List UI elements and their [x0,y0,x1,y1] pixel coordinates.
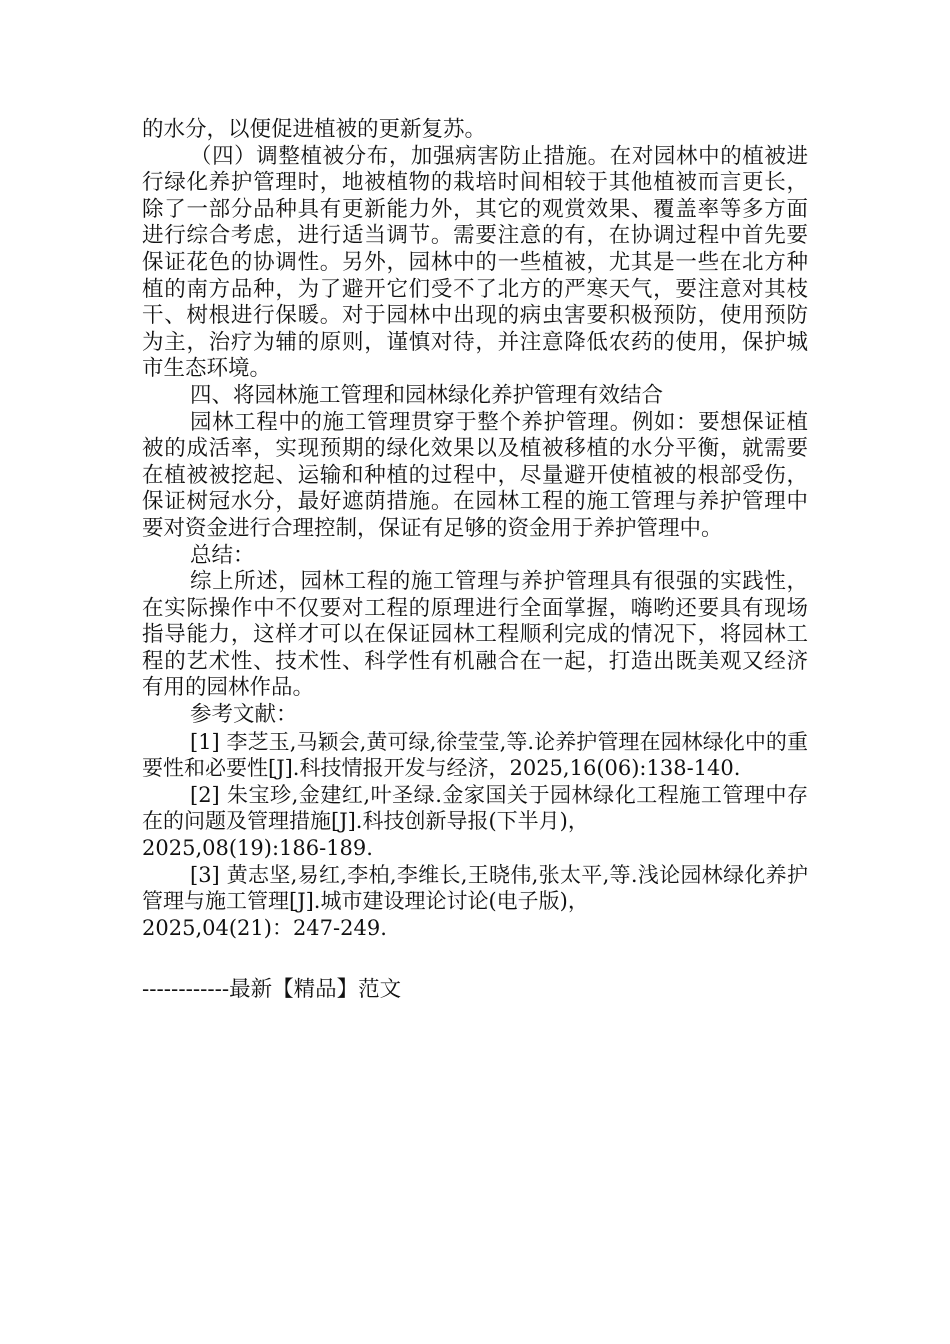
paragraph-construction-management: 园林工程中的施工管理贯穿于整个养护管理。例如：要想保证植被的成活率，实现预期的绿化效果以及植被移植的水分平衡，就需要在植被被挖起、运输和种植的过程中，尽量避开使植被的根部受伤，保证树冠水分，最好遮荫措施。在园林工程的施工管理与养护管理中要对资金进行合理控制，保证有足够的资金用于养护管理中。 [142,409,808,541]
spacer [142,941,808,977]
reference-item: [1] 李芝玉,马颖会,黄可绿,徐莹莹,等.论养护管理在园林绿化中的重要性和必要性[J].科技情报开发与经济，2025,16(06):138-140. [142,729,808,781]
footer-text: ------------最新【精品】范文 [142,977,402,1003]
paragraph-section-four: （四）调整植被分布，加强病害防止措施。在对园林中的植被进行绿化养护管理时，地被植物的栽培时间相较于其他植被而言更长，除了一部分品种具有更新能力外，其它的观赏效果、覆盖率等多方面进行综合考虑，进行适当调节。需要注意的有，在协调过程中首先要保证花色的协调性。另外，园林中的一些植被，尤其是一些在北方种植的南方品种，为了避开它们受不了北方的严寒天气，要注意对其枝干、树根进行保暖。对于园林中出现的病虫害要积极预防，使用预防为主，治疗为辅的原则，谨慎对待，并注意降低农药的使用，保护城市生态环境。 [142,143,808,382]
paragraph-continuation: 的水分，以便促进植被的更新复苏。 [142,117,487,142]
summary-heading: 总结： [190,542,255,568]
reference-item: [3] 黄志坚,易红,李柏,李维长,王晓伟,张太平,等.浅论园林绿化养护管理与施工管理[J].城市建设理论讨论(电子版)， 2025,04(21)：247-249. [142,862,808,940]
paragraph-summary: 综上所述，园林工程的施工管理与养护管理具有很强的实践性，在实际操作中不仅要对工程的原理进行全面掌握，嗨哟还要具有现场指导能力，这样才可以在保证园林工程顺利完成的情况下，将园林工程的艺术性、技术性、科学性有机融合在一起，打造出既美观又经济有用的园林作品。 [142,569,808,701]
document-page [142,117,808,1004]
references-heading: 参考文献： [190,702,298,728]
reference-item: [2] 朱宝珍,金建红,叶圣绿.金家国关于园林绿化工程施工管理中存在的问题及管理措施[J].科技创新导报(下半月)， 2025,08(19):186-189. [142,782,808,861]
section-heading: 四、将园林施工管理和园林绿化养护管理有效结合 [190,382,664,408]
